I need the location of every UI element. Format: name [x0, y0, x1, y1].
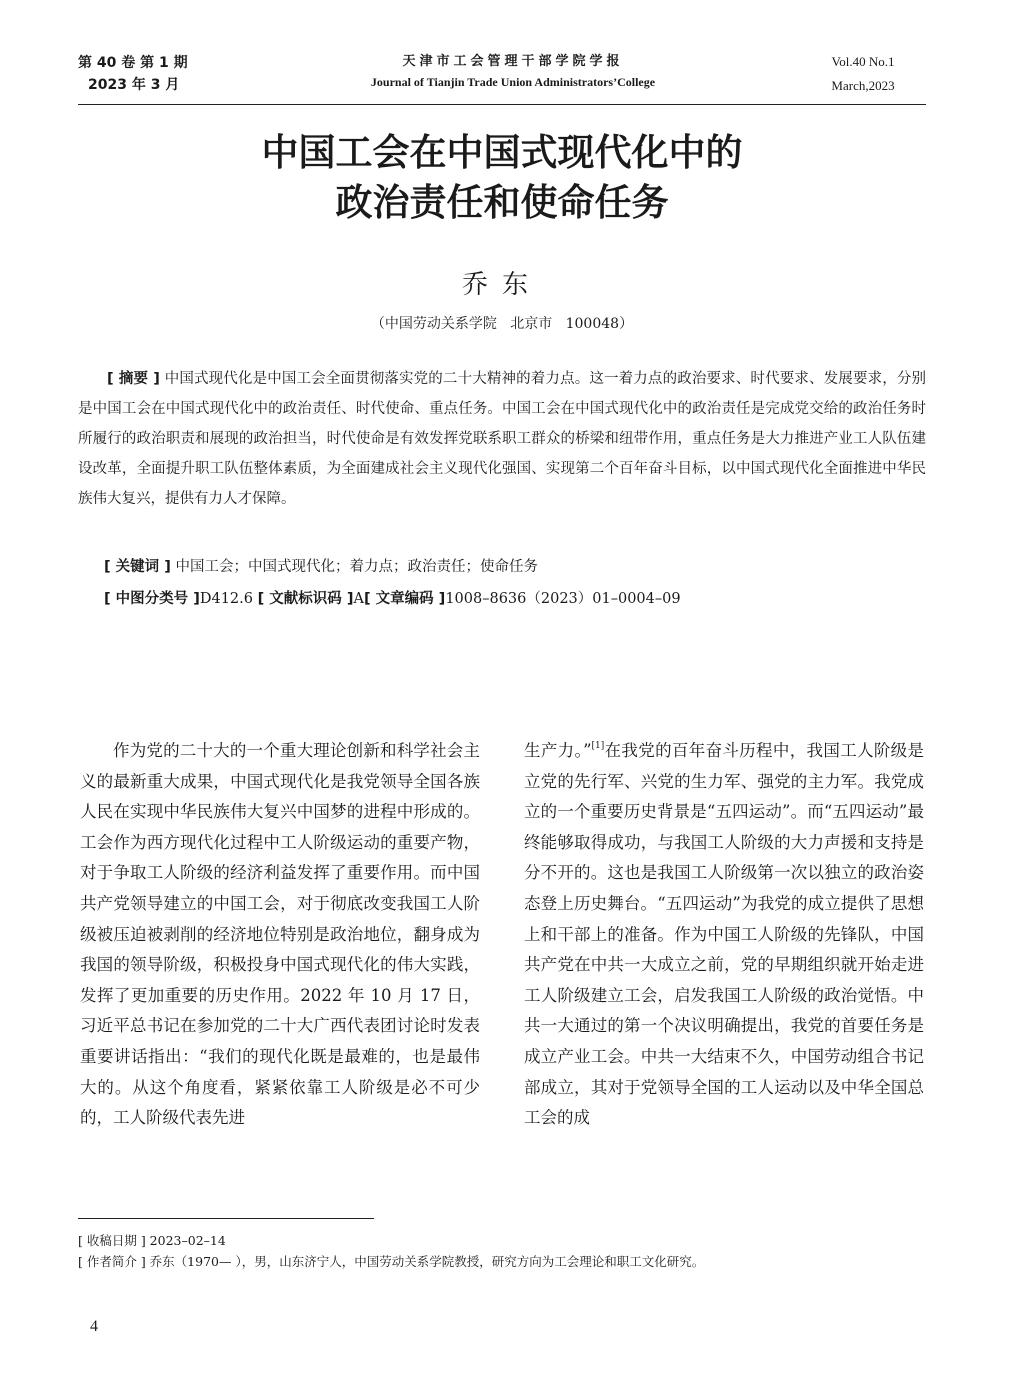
title-line-1: 中国工会在中国式现代化中的 — [261, 131, 743, 174]
journal-name-en: Journal of Tianjin Trade Union Administrators’College — [370, 75, 656, 89]
article-number-label: [ 文章编码 ] — [363, 591, 446, 607]
received-date: [ 收稿日期 ] 2023–02–14 — [78, 1233, 226, 1248]
body-column-right — [524, 736, 924, 1134]
title-line-2: 政治责任和使命任务 — [335, 181, 669, 224]
journal-name-cn: 天津市工会管理干部学院学报 — [402, 54, 624, 69]
header-divider — [78, 104, 926, 105]
body-column-left: 作为党的二十大的一个重大理论创新和科学社会主义的最新重大成果，中国式现代化是我党领导全国各族人民在实现中华民族伟大复兴中国梦的进程中形成的。工会作为西方现代化过程中工人阶级运动的重要产物，对于争取工人阶级的经济利益发挥了重要作用。而中国共产党领导建立的中国工会，对于彻底改变我国工人阶级被压迫被剥削的经济地位特别是政治地位，翻身成为我国的领导阶级，积极投身中国式现代化的伟大实践，发挥了更加重要的历史作用。2022 年 10 月 17 日，习近平总书记在参加党的二十大广西代表团讨论时发表重要讲话指出：“我们的现代化既是最难的，也是最伟大的。从这个角度看，紧紧依靠工人阶级是必不可少的，工人阶级代表先进 — [80, 741, 480, 1128]
keywords-label: [ 关键词 ] — [104, 559, 171, 575]
volume-en: Vol.40 No.1 — [831, 54, 895, 69]
article-number-value: 1008–8636（2023）01–0004–09 — [445, 591, 681, 607]
keywords — [104, 552, 924, 582]
issue-number: 第 40 卷 第 1 期 — [78, 55, 188, 71]
doc-code-value: A — [353, 591, 364, 607]
article-title — [78, 128, 926, 228]
issue-info — [78, 52, 188, 96]
doc-code-label: [ 文献标识码 ] — [257, 591, 354, 607]
abstract — [78, 364, 926, 514]
footnotes — [78, 1230, 926, 1272]
body-right-rest: 在我党的百年奋斗历程中，我国工人阶级是立党的先行军、兴党的生力军、强党的主力军。我党成立的一个重要历史背景是“五四运动”。而“五四运动”最终能够取得成功，与我国工人阶级的大力声援和支持是分不开的。这也是我国工人阶级第一次以独立的政治姿态登上历史舞台。“五四运动”为我党的成立提供了思想上和干部上的准备。作为中国工人阶级的先锋队，中国共产党在中共一大成立之前，党的早期组织就开始走进工人阶级建立工会，启发我国工人阶级的政治觉悟。中共一大通过的第一个决议明确提出，我党的首要任务是成立产业工会。中共一大结束不久，中国劳动组合书记部成立，其对于党领导全国的工人运动以及中华全国总工会的成 — [524, 741, 925, 1128]
clc-value: D412.6 — [199, 591, 253, 607]
keywords-text: 中国工会；中国式现代化；着力点；政治责任；使命任务 — [175, 559, 538, 575]
author-affiliation: （中国劳动关系学院 北京市 100048） — [370, 316, 634, 332]
classification-line — [104, 584, 924, 614]
body-right-start: 生产力。” — [524, 741, 592, 760]
citation-marker: [1] — [591, 741, 605, 751]
abstract-label: [ 摘要 ] — [107, 371, 160, 387]
clc-label: [ 中图分类号 ] — [104, 591, 200, 607]
author-bio: [ 作者简介 ] 乔东（1970— ），男，山东济宁人，中国劳动关系学院教授，研究方向为工会理论和职工文化研究。 — [78, 1254, 705, 1269]
journal-name — [300, 52, 726, 92]
page-number: 4 — [90, 1318, 98, 1335]
volume-info — [800, 50, 926, 98]
author-name: 乔东 — [461, 270, 542, 300]
abstract-text: 中国式现代化是中国工会全面贯彻落实党的二十大精神的着力点。这一着力点的政治要求、时代要求、发展要求，分别是中国工会在中国式现代化中的政治责任、时代使命、重点任务。中国工会在中国式现代化中的政治责任是完成党交给的政治任务时所履行的政治职责和展现的政治担当，时代使命是有效发挥党联系职工群众的桥梁和纽带作用，重点任务是大力推进产业工人队伍建设改革，全面提升职工队伍整体素质，为全面建成社会主义现代化强国、实现第二个百年奋斗目标，以中国式现代化全面推进中华民族伟大复兴，提供有力人才保障。 — [78, 371, 927, 507]
footnote-divider — [78, 1218, 374, 1219]
date-en: March,2023 — [831, 78, 895, 93]
issue-date: 2023 年 3 月 — [88, 77, 180, 93]
